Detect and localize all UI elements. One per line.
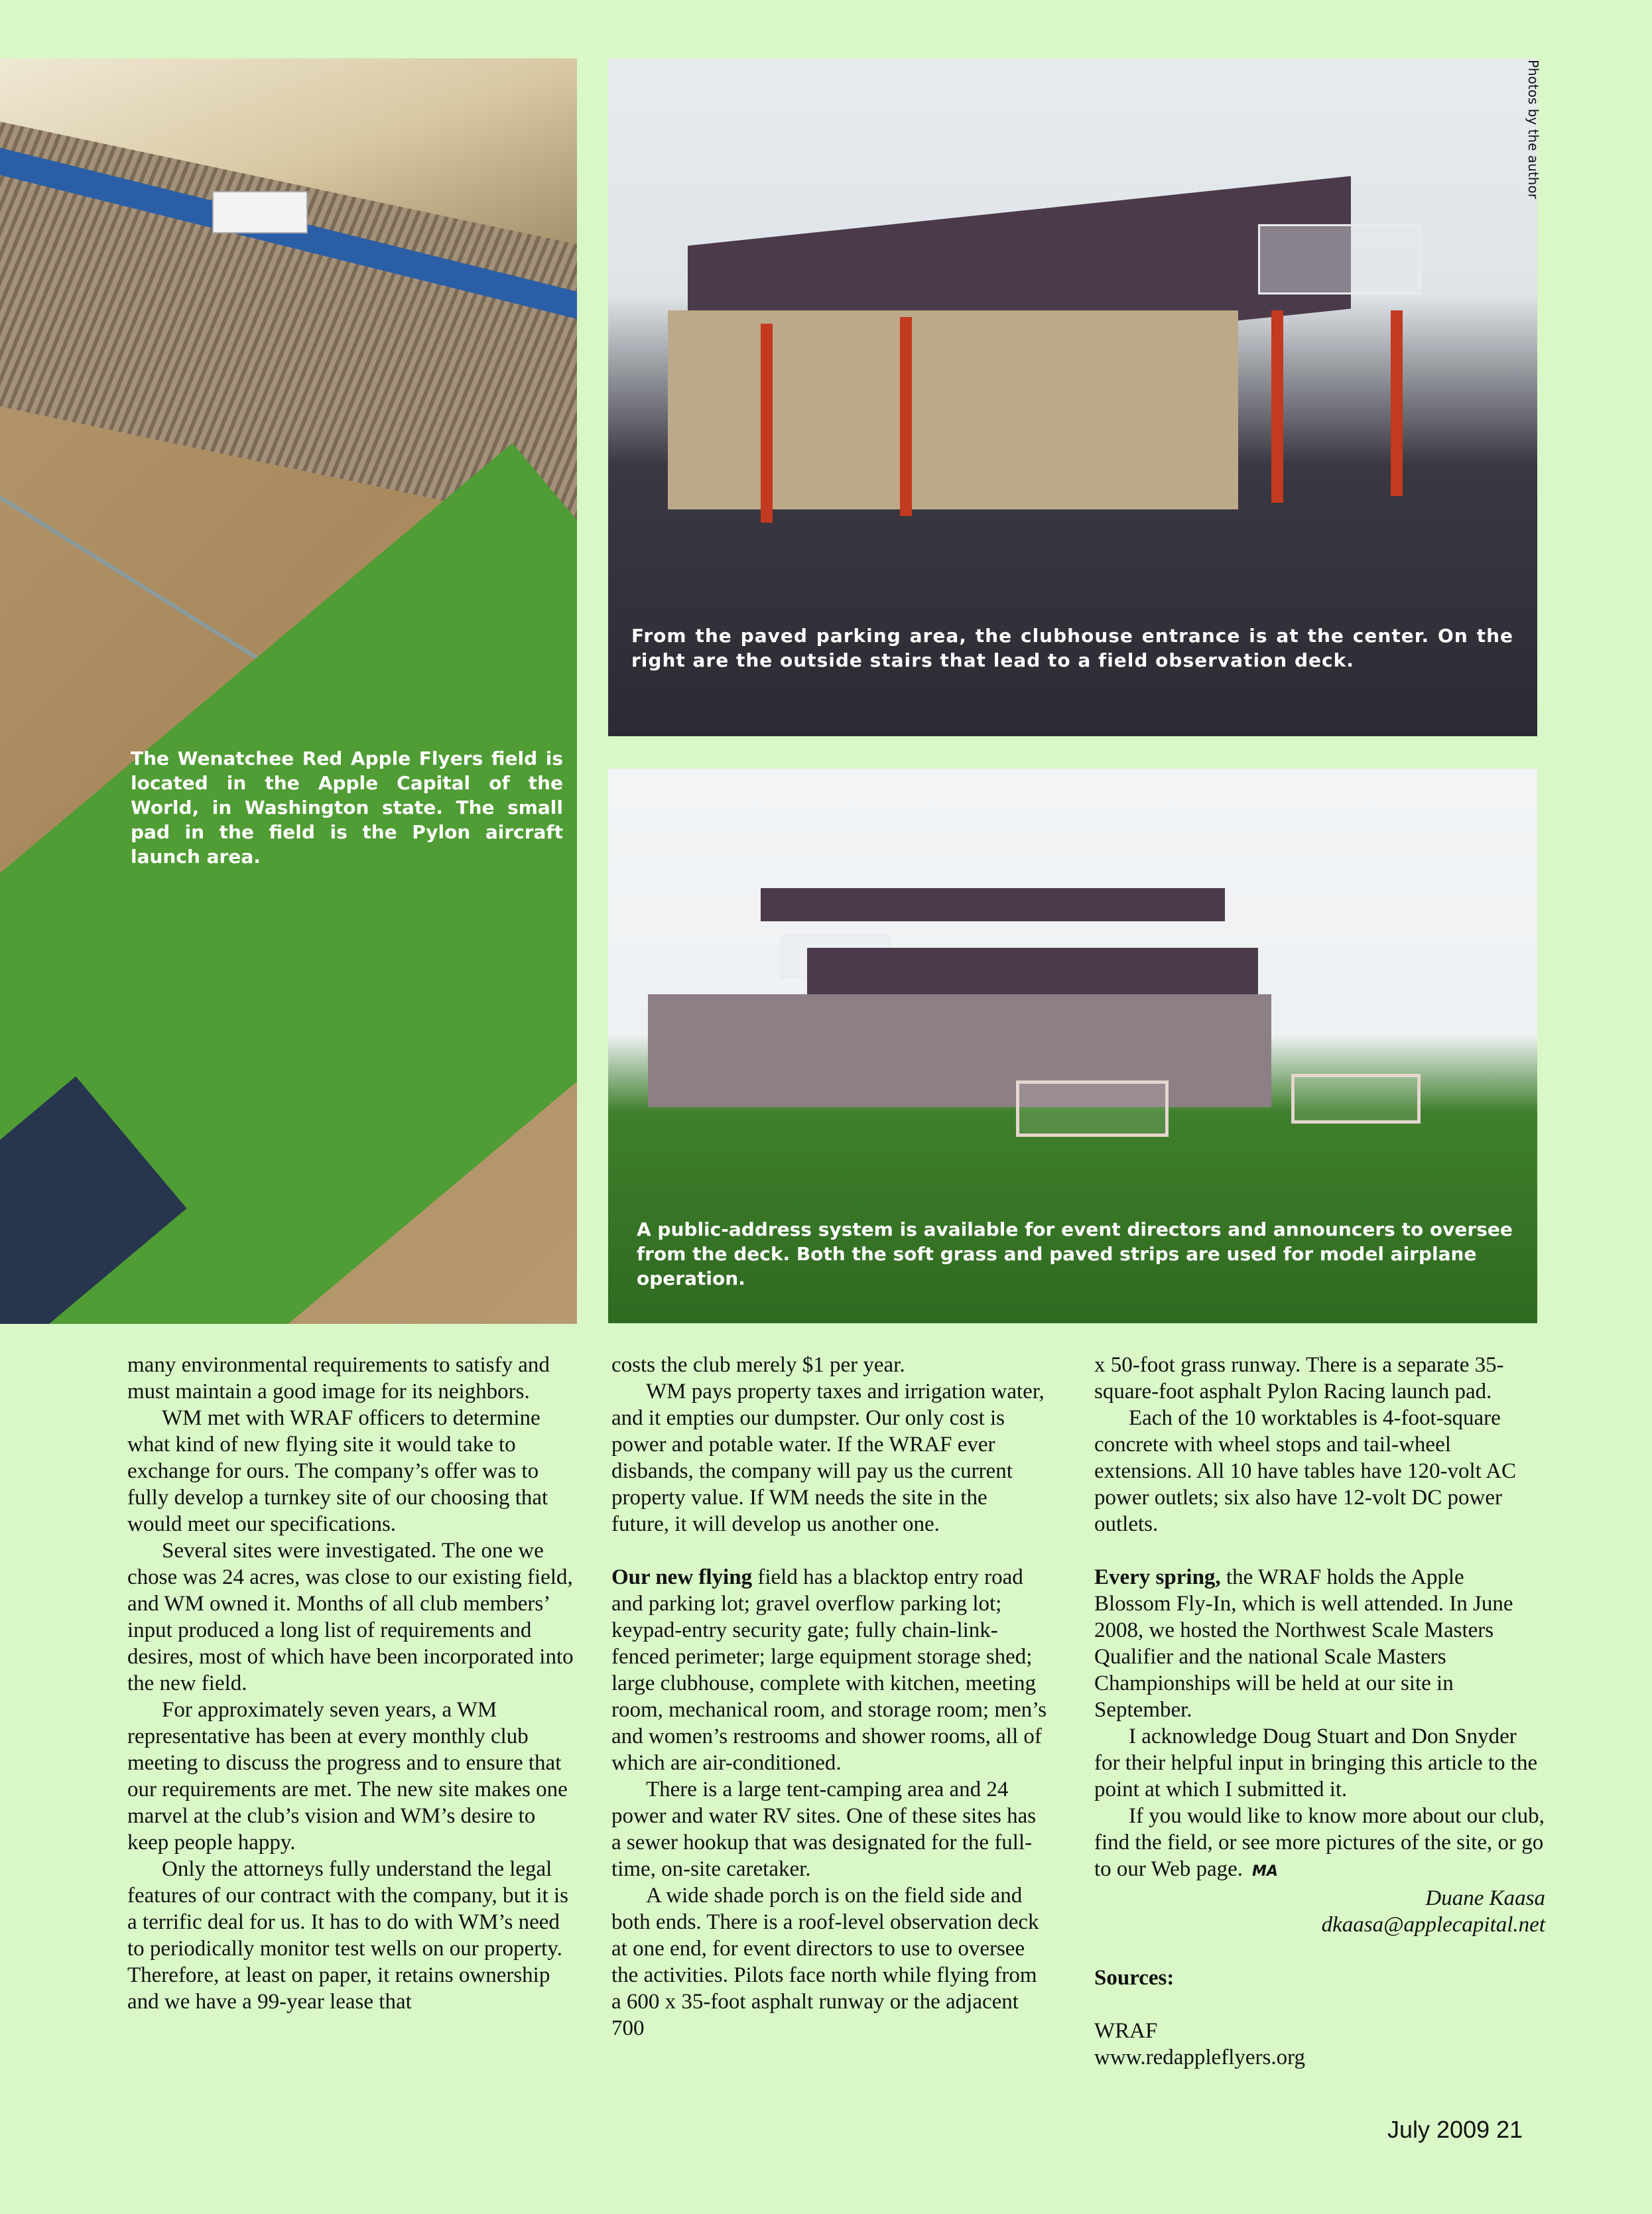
article-column-3 xyxy=(1094,1352,1545,2071)
paragraph: Our new flying field has a blacktop entry road and parking lot; gravel overflow parking lot; keypad-entry security gate; fully chain-link-fenced perimeter; large equipment storage shed; large clubhouse, complete with kitchen, meeting room, mechanical room, and storage room; men’s and women’s restrooms and shower rooms, all of which are air-conditioned. xyxy=(611,1565,1047,1775)
paragraph: Only the attorneys fully understand the legal features of our contract with the company, but it is a terrific deal for us. It has to do with WM’s need to periodically monitor test wells on our property. Therefore, at least on paper, it retains ownership and we have a 99-year lease that xyxy=(127,1857,568,2014)
run-in-heading: Every spring, xyxy=(1094,1565,1221,1589)
page-folio: July 2009 21 xyxy=(1387,2116,1523,2143)
caption-clubhouse-deck: A public-address system is available for event directors and announcers to oversee from the deck. Both the soft grass and paved strips are used for model airplane operation. xyxy=(637,1218,1513,1289)
paragraph: WM met with WRAF officers to determine what kind of new flying site it would take to exchange for ours. The company’s offer was to fully develop a turnkey site of our choosing that would meet our specifications. xyxy=(127,1406,548,1536)
paragraph: Several sites were investigated. The one we chose was 24 acres, was close to our existing field, and WM owned it. Months of all club members’ input produced a long list of requirements and desires, most of which have been incorporated into the new field. xyxy=(127,1539,574,1695)
caption-clubhouse-entrance: From the paved parking area, the clubhouse entrance is at the center. On the right are the outside stairs that lead to a field observation deck. xyxy=(631,625,1513,671)
photo-credit: Photos by the author xyxy=(1525,60,1541,199)
article-column-2 xyxy=(611,1352,1049,2042)
end-mark: MA xyxy=(1252,1863,1278,1880)
paragraph: For approximately seven years, a WM representative has been at every monthly club meeting to discuss the progress and to ensure that our requirements are met. The new site makes one marvel at the club’s vision and WM’s desire to keep people happy. xyxy=(127,1698,568,1855)
paragraph: costs the club merely $1 per year. xyxy=(611,1353,905,1377)
article-column-1 xyxy=(127,1352,578,2015)
run-in-heading: Our new flying xyxy=(611,1565,753,1589)
sources-heading: Sources: xyxy=(1094,1966,1175,1990)
paragraph: x 50-foot grass runway. There is a separate 35-square-foot asphalt Pylon Racing launch pad. xyxy=(1094,1353,1504,1403)
paragraph: WM pays property taxes and irrigation water, and it empties our dumpster. Our only cost is power and potable water. If the WRAF ever disbands, the company will pay us the current property value. If WM needs the site in the future, it will develop us another one. xyxy=(611,1380,1045,1536)
paragraph: I acknowledge Doug Stuart and Don Snyder for their helpful input in bringing this article to the point at which I submitted it. xyxy=(1094,1725,1538,1801)
paragraph: many environmental requirements to satisfy and must maintain a good image for its neighbors. xyxy=(127,1353,550,1403)
caption-aerial-field: The Wenatchee Red Apple Flyers field is located in the Apple Capital of the World, in Washington state. The small pad in the field is the Pylon aircraft launch area. xyxy=(131,748,563,868)
paragraph: Every spring, the WRAF holds the Apple Blossom Fly-In, which is well attended. In June 2008, we hosted the Northwest Scale Masters Qualifier and the national Scale Masters Championships will be held at our site in September. xyxy=(1094,1565,1513,1722)
author-email: dkaasa@applecapital.net xyxy=(1321,1913,1545,1937)
paragraph: A wide shade porch is on the field side and both ends. There is a roof-level observation deck at one end, for event directors to use to oversee the activities. Pilots face north while flying from a 600 x 35-foot asphalt runway or the adjacent 700 xyxy=(611,1884,1039,2040)
source-name: WRAF xyxy=(1094,2019,1158,2043)
aerial-field-photo xyxy=(0,58,577,1324)
paragraph: Each of the 10 worktables is 4-foot-square concrete with wheel stops and tail-wheel extensions. All 10 have tables have 120-volt AC power outlets; six also have 12-volt DC power outlets. xyxy=(1094,1406,1517,1536)
paragraph: If you would like to know more about our club, find the field, or see more pictures of the site, or go to our Web page. MA xyxy=(1094,1804,1545,1881)
source-url: www.redappleflyers.org xyxy=(1094,2046,1305,2069)
author-name: Duane Kaasa xyxy=(1425,1886,1545,1910)
paragraph: There is a large tent-camping area and 24 power and water RV sites. One of these sites has a sewer hookup that was designated for the full-time, on-site caretaker. xyxy=(611,1778,1037,1881)
